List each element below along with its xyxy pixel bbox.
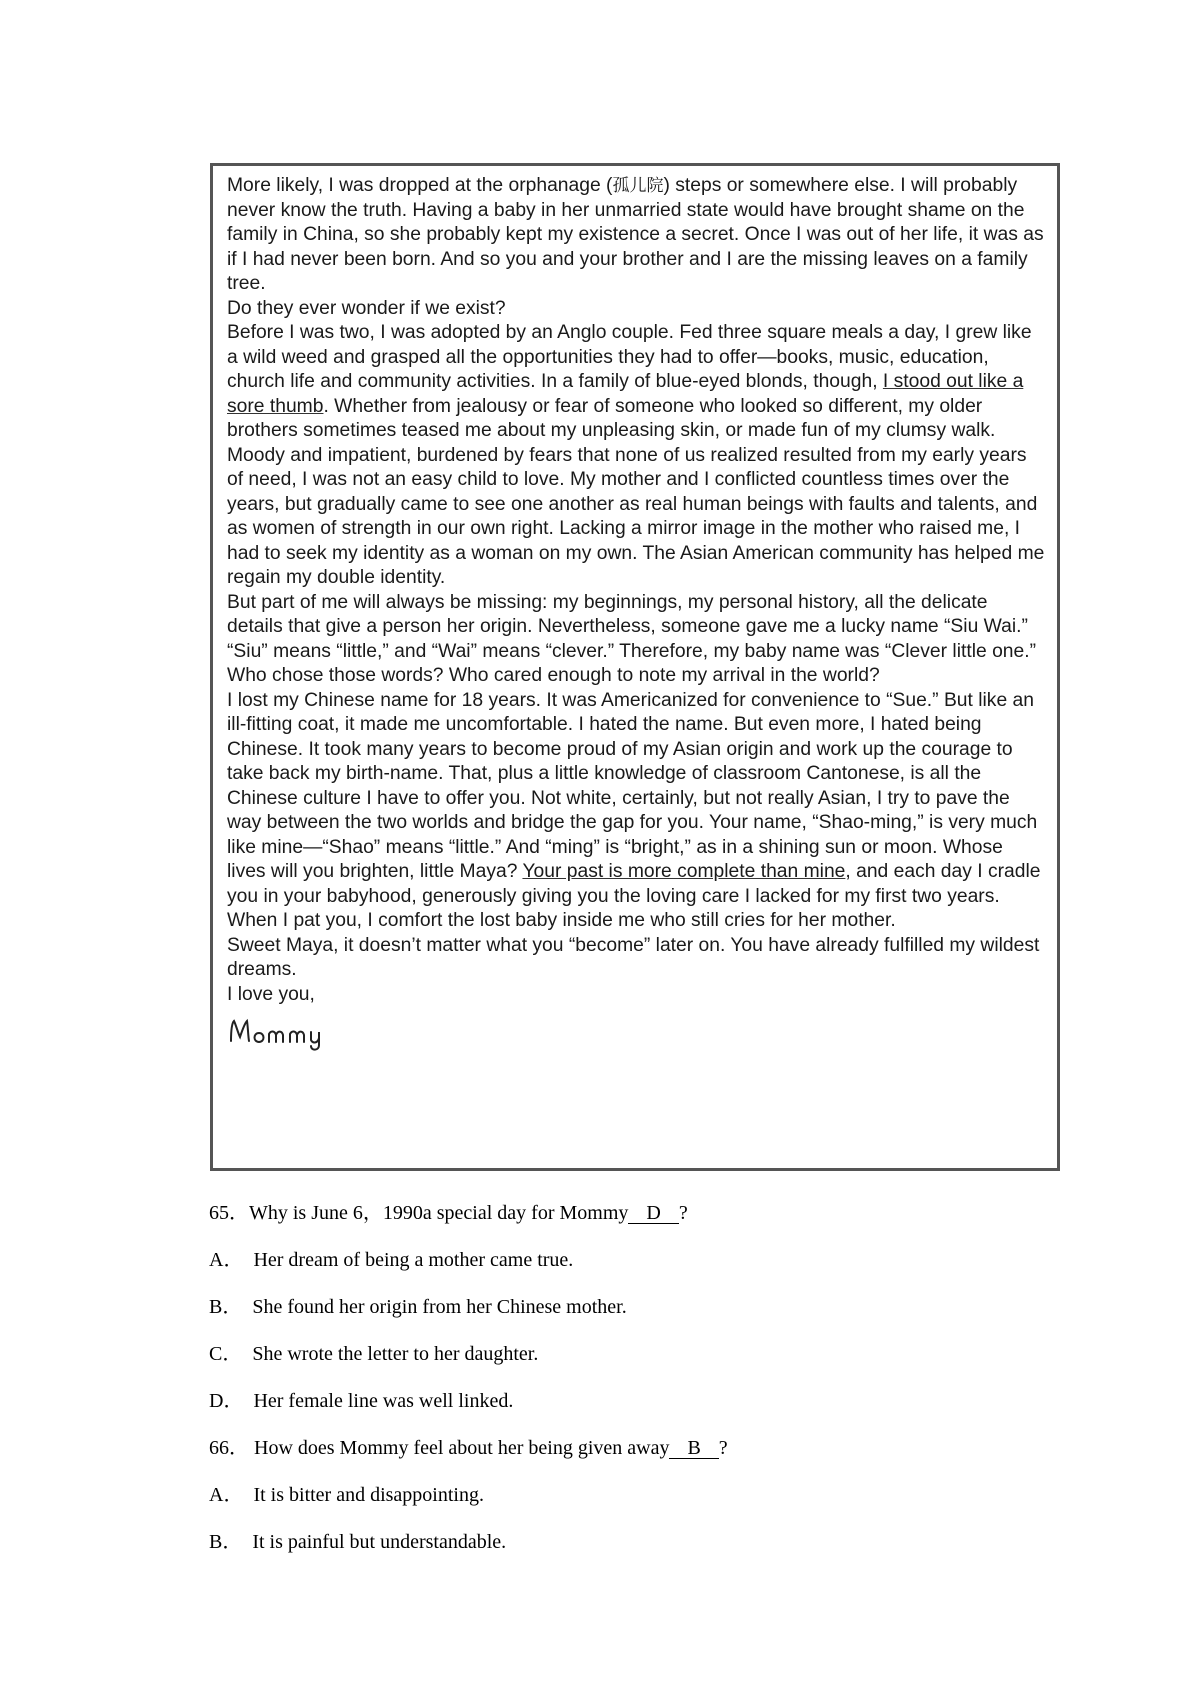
chinese-word: 孤儿院 <box>612 176 664 196</box>
option-text: Her female line was well linked. <box>253 1390 514 1412</box>
option-66-a <box>209 1478 484 1507</box>
question-stem: Why is June 6，1990a special day for Mommy <box>249 1202 629 1224</box>
underlined-phrase: I stood out like a sore thumb <box>227 371 1024 417</box>
question-mark: ? <box>718 1437 728 1459</box>
option-65-d <box>209 1384 513 1413</box>
letter-passage-box <box>210 163 1060 1171</box>
option-text: Her dream of being a mother came true. <box>253 1249 574 1271</box>
option-66-b <box>209 1525 506 1554</box>
question-mark: ? <box>678 1202 688 1224</box>
handwritten-signature <box>227 1015 1045 1051</box>
option-text: It is painful but understandable. <box>252 1531 507 1553</box>
letter-paragraph-4: But part of me will always be missing: my beginnings, my personal history, all the delicate details that give a person her origin. Nevertheless, someone gave me a lucky name “Siu Wai.” “Siu” means “little,” and “Wai” means “clever.” Therefore, my baby name was “Clever little one.” Who chose those words? Who cared enough to note my arrival in the world? <box>227 591 1037 686</box>
answer-blank: B <box>669 1438 718 1459</box>
option-text: She found her origin from her Chinese mother. <box>252 1296 627 1318</box>
option-text: It is bitter and disappointing. <box>253 1484 484 1506</box>
option-letter: B． <box>209 1296 243 1318</box>
option-65-c <box>209 1337 538 1366</box>
letter-paragraph-1 <box>227 174 1045 297</box>
letter-paragraph-2: Do they ever wonder if we exist? <box>227 297 506 319</box>
answer-blank: D <box>628 1203 678 1224</box>
letter-text: I lost my Chinese name for 18 years. It was Americanized for convenience to “Sue.” But like an ill-fitting coat, it made me uncomfortable. I hated the name. But even more, I hated being Chinese. It took many years to become proud of my Asian origin and work up the courage to take back my birth-name. That, plus a little knowledge of classroom Cantonese, is all the Chinese culture I have to offer you. Not white, certainly, but not really Asian, I try to pave the way between the two worlds and bridge the gap for you. Your name, “Shao-ming,” is very much like mine—“Shao” means “little.” And “ming” is “bright,” as in a shining sun or moon. Whose lives will you brighten, little Maya? <box>227 689 1038 882</box>
letter-paragraph-3 <box>227 321 1045 591</box>
option-letter: A． <box>209 1484 244 1506</box>
letter-text: . Whether from jealousy or fear of someone who looked so different, my older brothers sometimes teased me about my unpleasing skin, or made fun of my clumsy walk. Moody and impatient, burdened by fears that none of us realized resulted from my early years of need, I was not an easy child to love. My mother and I conflicted countless times over the years, but gradually came to see one another as real human beings with faults and talents, and as women of strength in our own right. Lacking a mirror image in the mother who raised me, I had to seek my identity as a woman on my own. The Asian American community has helped me regain my double identity. <box>227 395 1045 588</box>
option-letter: C． <box>209 1343 243 1365</box>
letter-closing: I love you, <box>227 983 315 1005</box>
option-letter: A． <box>209 1249 244 1271</box>
question-66 <box>209 1431 728 1460</box>
option-65-a <box>209 1243 573 1272</box>
letter-paragraph-6: Sweet Maya, it doesn’t matter what you “become” later on. You have already fulfilled my wildest dreams. <box>227 934 1040 980</box>
letter-paragraph-5 <box>227 689 1045 934</box>
option-letter: B． <box>209 1531 243 1553</box>
question-65 <box>209 1196 688 1225</box>
question-number: 66． <box>209 1437 249 1459</box>
letter-text: , and each day I cradle you in your babyhood, generously giving you the loving care I lacked for my first two years. When I pat you, I comfort the lost baby inside me who still cries for her mother. <box>227 861 1041 931</box>
option-text: She wrote the letter to her daughter. <box>252 1343 539 1365</box>
letter-text: ) steps or somewhere else. I will probably never know the truth. Having a baby in her unmarried state would have brought shame on the family in China, so she probably kept my existence a secret. Once I was out of her life, it was as if I had never been born. And so you and your brother and I are the missing leaves on a family tree. <box>227 175 1044 294</box>
signature-mommy <box>227 1015 357 1051</box>
letter-text: Before I was two, I was adopted by an Anglo couple. Fed three square meals a day, I grew like a wild weed and grasped all the opportunities they had to offer—books, music, education, church life and community activities. In a family of blue-eyed blonds, though, <box>227 322 1032 392</box>
underlined-phrase: Your past is more complete than mine <box>522 861 846 882</box>
letter-text: More likely, I was dropped at the orphanage ( <box>227 175 613 196</box>
question-number: 65． <box>209 1202 249 1224</box>
option-letter: D． <box>209 1390 244 1412</box>
option-65-b <box>209 1290 627 1319</box>
question-stem: How does Mommy feel about her being given away <box>249 1437 670 1459</box>
